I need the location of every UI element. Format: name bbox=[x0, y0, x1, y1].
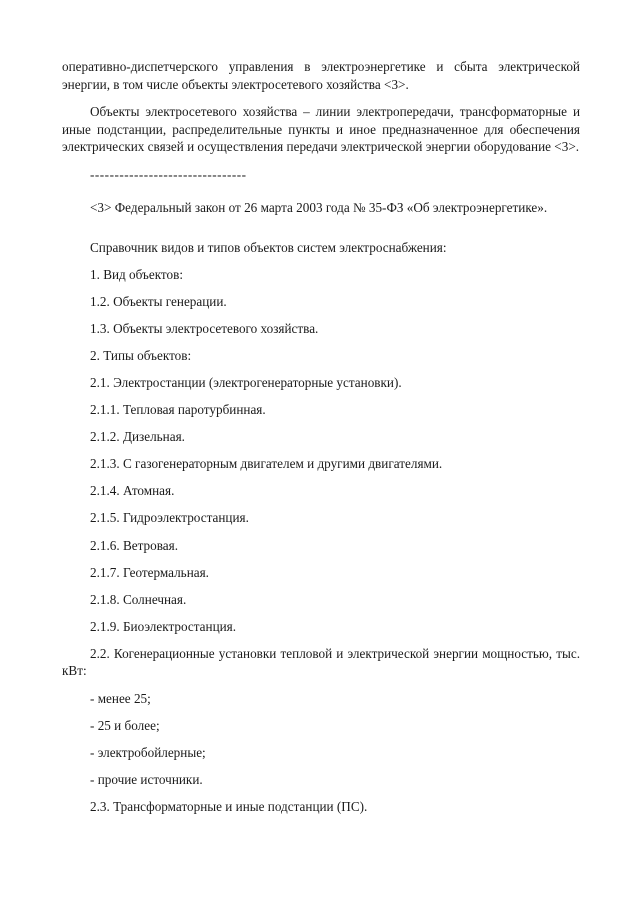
list-item: 2.1.7. Геотермальная. bbox=[90, 564, 209, 580]
list-item: - прочие источники. bbox=[90, 772, 203, 788]
list-item: 2.1.1. Тепловая паротурбинная. bbox=[90, 402, 266, 418]
list-item: 2.1.2. Дизельная. bbox=[90, 429, 185, 445]
list-item: 2.1.5. Гидроэлектростанция. bbox=[90, 510, 249, 526]
list-item: 2.3. Трансформаторные и иные подстанции (ПС). bbox=[90, 799, 368, 815]
list-item: 2.1. Электростанции (электрогенераторные установки). bbox=[90, 374, 402, 390]
list-item: 1.3. Объекты электросетевого хозяйства. bbox=[90, 320, 319, 336]
list-item: - 25 и более; bbox=[90, 718, 160, 733]
list-item: 2.1.9. Биоэлектростанция. bbox=[90, 618, 237, 634]
directory-heading: Справочник видов и типов объектов систем электроснабжения: bbox=[90, 239, 447, 255]
list-item: 2.1.4. Атомная. bbox=[90, 483, 175, 499]
list-item: 1. Вид объектов: bbox=[90, 266, 184, 282]
list-item: - электробойлерные; bbox=[90, 745, 206, 761]
list-item-cogeneration: 2.2. Когенерационные установки тепловой и электрической энергии мощностью, тыс. кВт: bbox=[62, 645, 580, 679]
list-item: 2.1.3. С газогенераторным двигателем и другими двигателями. bbox=[90, 456, 443, 472]
paragraph-continuation: оперативно-диспетчерского управления в электроэнергетике и сбыта электрической энергии, в том числе объекты электросетевого хозяйства <3>. bbox=[62, 59, 580, 92]
footnote-3: <3> Федеральный закон от 26 марта 2003 года № 35-ФЗ «Об электроэнергетике». bbox=[90, 200, 548, 215]
list-item: 2. Типы объектов: bbox=[90, 347, 192, 363]
document-page bbox=[62, 58, 580, 825]
list-item: 1.2. Объекты генерации. bbox=[90, 293, 227, 309]
footnote-separator: -------------------------------- bbox=[90, 166, 247, 182]
list-item: - менее 25; bbox=[90, 690, 151, 706]
paragraph-grid-objects-definition: Объекты электросетевого хозяйства – линии электропередачи, трансформаторные и иные подстанции, распределительные пункты и иное предназначенное для обеспечения электрических связей и осуществления передачи электрической энергии оборудование <3>. bbox=[62, 104, 580, 154]
list-item: 2.1.6. Ветровая. bbox=[90, 537, 178, 553]
list-item: 2.1.8. Солнечная. bbox=[90, 591, 187, 607]
